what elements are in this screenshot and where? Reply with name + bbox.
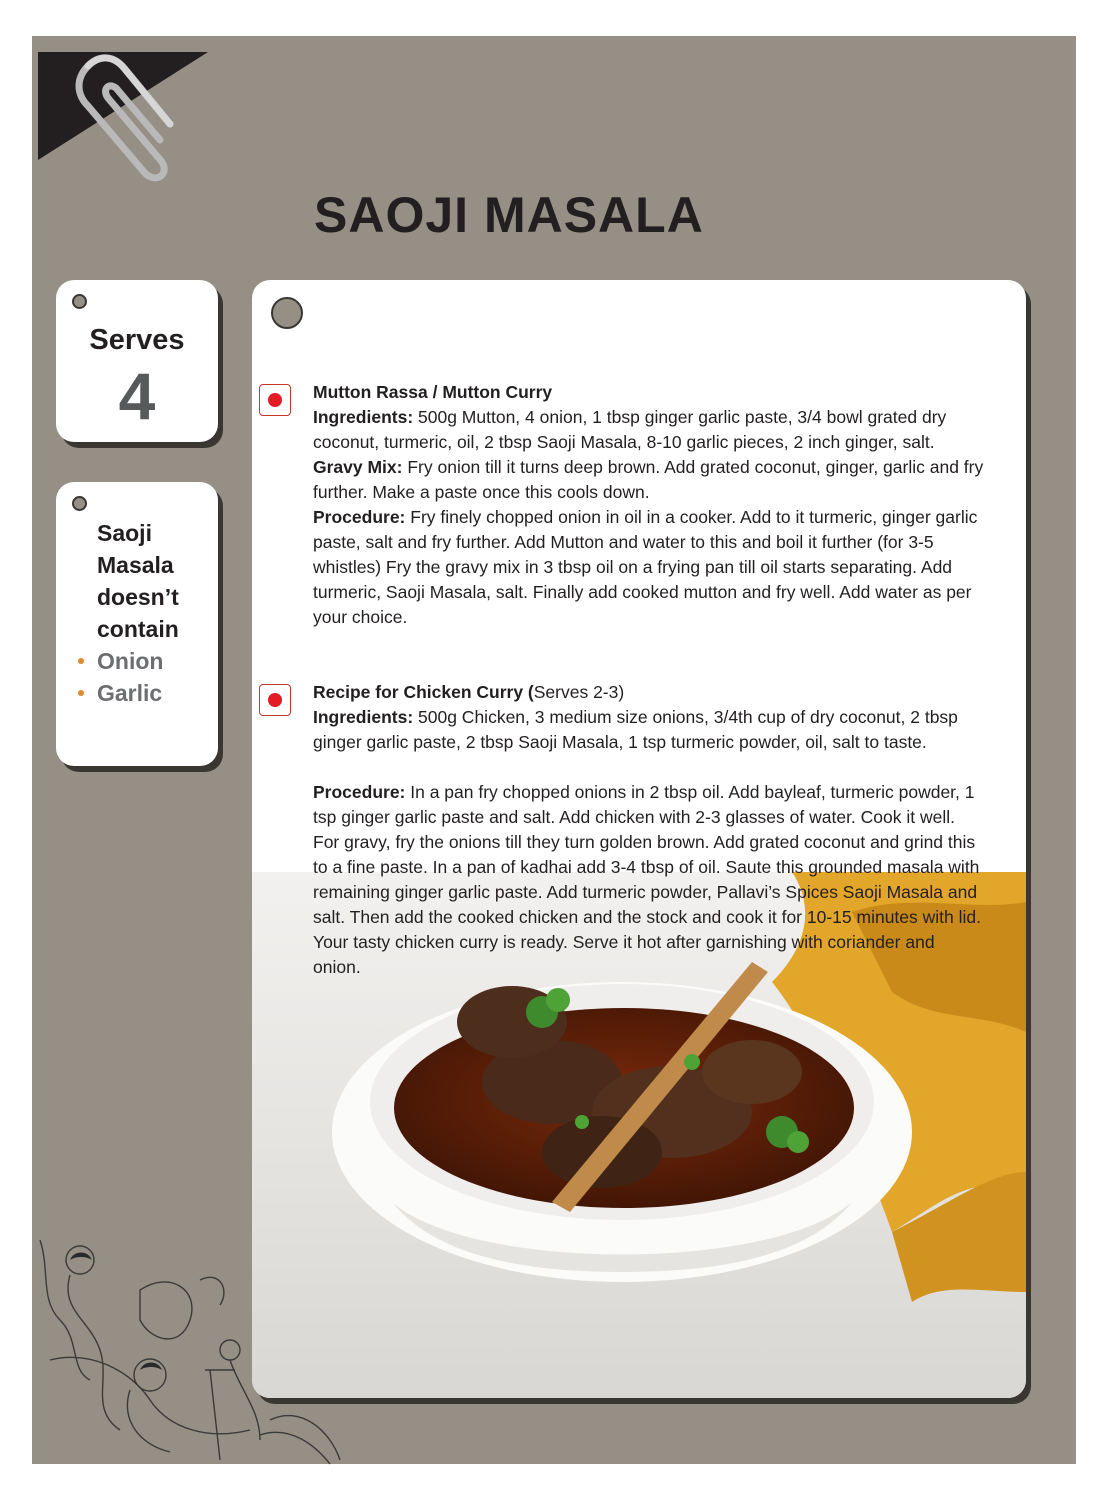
chicken-recipe (313, 680, 985, 980)
procedure-text: In a pan fry chopped onions in 2 tbsp oil. Add bayleaf, turmeric powder, 1 tsp ginger garlic paste and salt. Add chicken with 2-3 glasses of water. Cook it well. For gravy, fry the onions till they turn golden brown. Add grated coconut and grind this to a fine paste. In a pan of kadhai add 3-4 tbsp of oil. Saute this grounded masala with remaining ginger garlic paste. Add turmeric powder, Pallavi’s Spices Saoji Masala and salt. Then add the cooked chicken and the stock and cook it for 10-15 minutes with lid. Your tasty chicken curry is ready. Serve it hot after garnishing with coriander and onion. (313, 782, 981, 977)
card-hole (72, 294, 87, 309)
procedure-text: Fry finely chopped onion in oil in a cooker. Add to it turmeric, ginger garlic paste, salt and fry further. Add Mutton and water to this and boil it further (for 3-5 whistles) Fry the gravy mix in 3 tbsp oil on a frying pan till oil starts separating. Add turmeric, Saoji Masala, salt. Finally add cooked mutton and fry well. Add water as per your choice. (313, 507, 978, 627)
recipe-serves: Serves 2-3) (533, 682, 625, 702)
card-hole (72, 496, 87, 511)
card-hole (271, 297, 303, 329)
decorative-line-art (30, 1230, 350, 1465)
paperclip-icon (58, 44, 178, 204)
ingredients-label: Ingredients: (313, 707, 414, 727)
page-title: SAOJI MASALA (314, 187, 704, 243)
bullet-icon (78, 658, 84, 664)
gravy-text: Fry onion till it turns deep brown. Add grated coconut, ginger, garlic and fry further. Make a paste once this cools down. (313, 457, 984, 502)
excluded-ingredients-list (78, 645, 163, 709)
recipe-heading: Recipe for Chicken Curry ( (313, 682, 534, 702)
serves-label: Serves (89, 324, 185, 356)
list-item: Onion (78, 645, 163, 677)
serves-count: 4 (118, 359, 156, 433)
recipe-marker-icon (259, 684, 291, 716)
recipe-card (252, 280, 1026, 1398)
recipe-heading: Mutton Rassa / Mutton Curry (313, 382, 553, 402)
bullet-icon (78, 690, 84, 696)
gravy-label: Gravy Mix: (313, 457, 403, 477)
ingredients-label: Ingredients: (313, 407, 414, 427)
list-item: Garlic (78, 677, 163, 709)
procedure-label: Procedure: (313, 782, 406, 802)
serves-card (56, 280, 218, 442)
ingredient-note-card (56, 482, 218, 766)
ingredients-text: 500g Mutton, 4 onion, 1 tbsp ginger garlic paste, 3/4 bowl grated dry coconut, turmeric, oil, 2 tbsp Saoji Masala, 8-10 garlic pieces, 2 inch ginger, salt. (313, 407, 947, 452)
note-text: Saoji Masala doesn’t contain (97, 520, 179, 642)
procedure-label: Procedure: (313, 507, 406, 527)
recipe-marker-icon (259, 384, 291, 416)
mutton-recipe (313, 380, 985, 630)
ingredients-text: 500g Chicken, 3 medium size onions, 3/4th cup of dry coconut, 2 tbsp ginger garlic paste, 2 tbsp Saoji Masala, 1 tsp turmeric powder, oil, salt to taste. (313, 707, 958, 752)
